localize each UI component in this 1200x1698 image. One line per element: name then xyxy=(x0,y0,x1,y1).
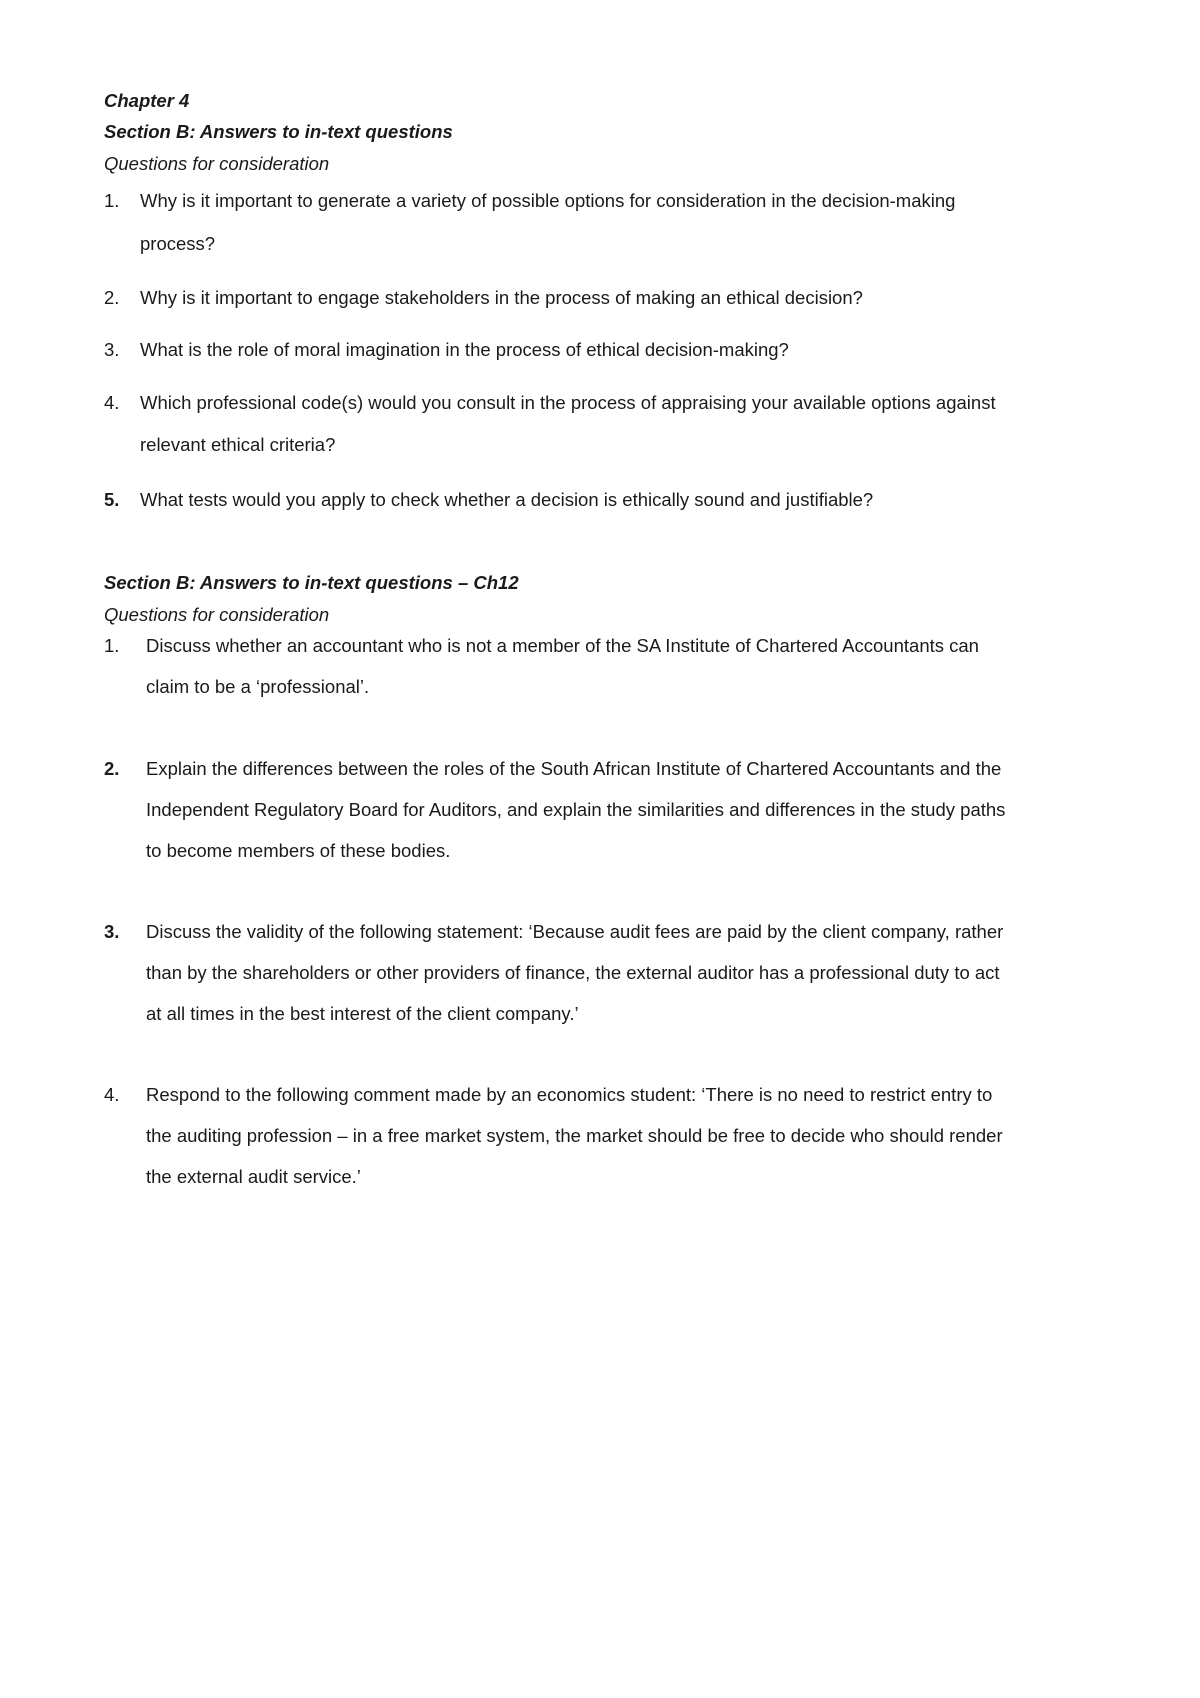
question-text: than by the shareholders or other providers of finance, the external auditor has a professional duty to act xyxy=(146,962,1000,983)
question-text: the auditing profession – in a free market system, the market should be free to decide who should render xyxy=(146,1125,1003,1146)
question-text: claim to be a ‘professional’. xyxy=(146,676,370,697)
question-number: 2. xyxy=(104,758,120,779)
question-text: process? xyxy=(140,233,216,254)
section-title-ch12: Section B: Answers to in-text questions – Ch12 xyxy=(104,572,519,593)
question-number: 5. xyxy=(104,489,120,510)
question-text: What is the role of moral imagination in the process of ethical decision-making? xyxy=(140,339,789,360)
question-text: relevant ethical criteria? xyxy=(140,434,336,455)
question-number: 3. xyxy=(104,339,120,360)
question-text: Why is it important to generate a variety of possible options for consideration in the decision-making xyxy=(140,190,956,211)
question-text: Respond to the following comment made by an economics student: ‘There is no need to restrict entry to xyxy=(146,1084,993,1105)
question-text: Discuss the validity of the following statement: ‘Because audit fees are paid by the client company, rather xyxy=(146,921,1004,942)
question-number: 4. xyxy=(104,1084,120,1105)
question-text: Why is it important to engage stakeholders in the process of making an ethical decision? xyxy=(140,287,863,308)
question-text: at all times in the best interest of the client company.’ xyxy=(146,1003,579,1024)
question-text: What tests would you apply to check whether a decision is ethically sound and justifiable? xyxy=(140,489,874,510)
question-text: Which professional code(s) would you consult in the process of appraising your available options against xyxy=(140,392,996,413)
question-text: Explain the differences between the roles of the South African Institute of Chartered Accountants and the xyxy=(146,758,1002,779)
section-title: Section B: Answers to in-text questions xyxy=(104,121,453,142)
question-text: the external audit service.’ xyxy=(146,1166,361,1187)
question-text: to become members of these bodies. xyxy=(146,840,451,861)
question-number: 4. xyxy=(104,392,120,413)
question-number: 1. xyxy=(104,190,120,211)
question-number: 1. xyxy=(104,635,120,656)
question-text: Independent Regulatory Board for Auditors, and explain the similarities and differences in the study paths xyxy=(146,799,1006,820)
question-number: 3. xyxy=(104,921,120,942)
section-subtitle-ch12: Questions for consideration xyxy=(104,604,330,625)
chapter-title: Chapter 4 xyxy=(104,90,190,111)
question-number: 2. xyxy=(104,287,120,308)
question-text: Discuss whether an accountant who is not a member of the SA Institute of Chartered Accountants can xyxy=(146,635,979,656)
section-subtitle: Questions for consideration xyxy=(104,153,330,174)
